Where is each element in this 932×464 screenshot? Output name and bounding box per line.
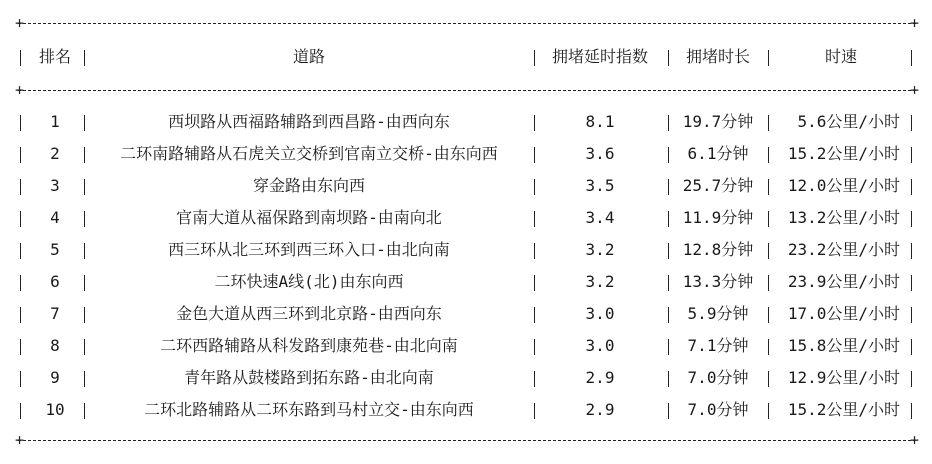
column-separator (911, 403, 912, 419)
column-separator (768, 339, 769, 355)
header-rank: 排名 (38, 47, 71, 66)
cell-speed: 13.2公里/小时 (787, 208, 900, 227)
header-speed: 时速 (824, 47, 857, 66)
column-separator (911, 211, 912, 227)
column-separator (20, 115, 21, 131)
cell-speed: 15.2公里/小时 (787, 400, 900, 419)
table-row (18, 266, 916, 298)
column-separator (20, 243, 21, 259)
column-separator (911, 275, 912, 291)
cell-road: 青年路从鼓楼路到拓东路-由北向南 (184, 368, 434, 387)
cell-road: 西三环从北三环到西三环入口-由北向南 (168, 240, 450, 259)
cell-rank: 9 (50, 368, 60, 387)
column-separator (768, 307, 769, 323)
cell-speed: 23.9公里/小时 (787, 272, 900, 291)
column-separator (20, 211, 21, 227)
column-separator (911, 339, 912, 355)
cell-road: 二环西路辅路从科发路到康苑巷-由北向南 (160, 336, 458, 355)
column-separator (20, 275, 21, 291)
column-separator (911, 243, 912, 259)
cell-road: 官南大道从福保路到南坝路-由南向北 (176, 208, 442, 227)
cell-road: 金色大道从西三环到北京路-由西向东 (176, 304, 442, 323)
column-separator (768, 211, 769, 227)
cell-index: 2.9 (585, 368, 615, 387)
cell-rank: 1 (50, 112, 60, 131)
column-separator (911, 307, 912, 323)
cell-duration: 13.3分钟 (682, 272, 754, 291)
cell-rank: 6 (50, 272, 60, 291)
cell-duration: 5.9分钟 (687, 304, 749, 323)
cell-duration: 12.8分钟 (682, 240, 754, 259)
table-row (18, 330, 916, 362)
table-top-border (18, 23, 916, 24)
cell-duration: 7.1分钟 (687, 336, 749, 355)
cell-speed: 12.9公里/小时 (787, 368, 900, 387)
column-separator (20, 50, 21, 66)
cell-duration: 25.7分钟 (682, 176, 754, 195)
cell-index: 3.2 (585, 240, 615, 259)
cell-index: 3.5 (585, 176, 615, 195)
cell-road: 穿金路由东向西 (252, 176, 365, 195)
cell-index: 2.9 (585, 400, 615, 419)
cell-rank: 2 (50, 144, 60, 163)
cell-rank: 4 (50, 208, 60, 227)
cell-speed: 12.0公里/小时 (787, 176, 900, 195)
cell-road: 二环南路辅路从石虎关立交桥到官南立交桥-由东向西 (120, 144, 498, 163)
column-separator (768, 147, 769, 163)
column-separator (768, 115, 769, 131)
table-header-row (18, 41, 916, 73)
column-separator (20, 403, 21, 419)
table-row (18, 170, 916, 202)
cell-speed: 5.6公里/小时 (797, 112, 900, 131)
cell-rank: 5 (50, 240, 60, 259)
cell-duration: 7.0分钟 (687, 400, 749, 419)
cell-speed: 23.2公里/小时 (787, 240, 900, 259)
column-separator (911, 371, 912, 387)
table-row (18, 298, 916, 330)
cell-speed: 17.0公里/小时 (787, 304, 900, 323)
column-separator (911, 179, 912, 195)
column-separator (20, 339, 21, 355)
cell-road: 西坝路从西福路辅路到西昌路-由西向东 (168, 112, 450, 131)
cell-index: 3.2 (585, 272, 615, 291)
cell-duration: 11.9分钟 (682, 208, 754, 227)
header-index: 拥堵延时指数 (551, 47, 648, 66)
column-separator (911, 147, 912, 163)
header-duration: 拥堵时长 (685, 47, 750, 66)
cell-rank: 3 (50, 176, 60, 195)
cell-road: 二环北路辅路从二环东路到马村立交-由东向西 (144, 400, 474, 419)
cell-index: 8.1 (585, 112, 615, 131)
header-road: 道路 (292, 47, 325, 66)
cell-index: 3.0 (585, 336, 615, 355)
table-row (18, 138, 916, 170)
cell-rank: 10 (45, 400, 65, 419)
cell-road: 二环快速A线(北)由东向西 (214, 272, 404, 291)
column-separator (768, 371, 769, 387)
column-separator (20, 307, 21, 323)
table-row (18, 234, 916, 266)
cell-speed: 15.2公里/小时 (787, 144, 900, 163)
column-separator (911, 115, 912, 131)
cell-duration: 6.1分钟 (687, 144, 749, 163)
cell-rank: 7 (50, 304, 60, 323)
column-separator (911, 50, 912, 66)
cell-rank: 8 (50, 336, 60, 355)
table-row (18, 362, 916, 394)
column-separator (20, 371, 21, 387)
table-bottom-border (18, 440, 916, 441)
column-separator (20, 147, 21, 163)
column-separator (768, 179, 769, 195)
column-separator (768, 275, 769, 291)
cell-index: 3.0 (585, 304, 615, 323)
column-separator (768, 403, 769, 419)
table-row (18, 106, 916, 138)
cell-speed: 15.8公里/小时 (787, 336, 900, 355)
table-row (18, 394, 916, 426)
cell-index: 3.4 (585, 208, 615, 227)
column-separator (768, 243, 769, 259)
cell-duration: 7.0分钟 (687, 368, 749, 387)
column-separator (20, 179, 21, 195)
table-row (18, 202, 916, 234)
cell-duration: 19.7分钟 (682, 112, 754, 131)
cell-index: 3.6 (585, 144, 615, 163)
header-divider (18, 90, 916, 91)
